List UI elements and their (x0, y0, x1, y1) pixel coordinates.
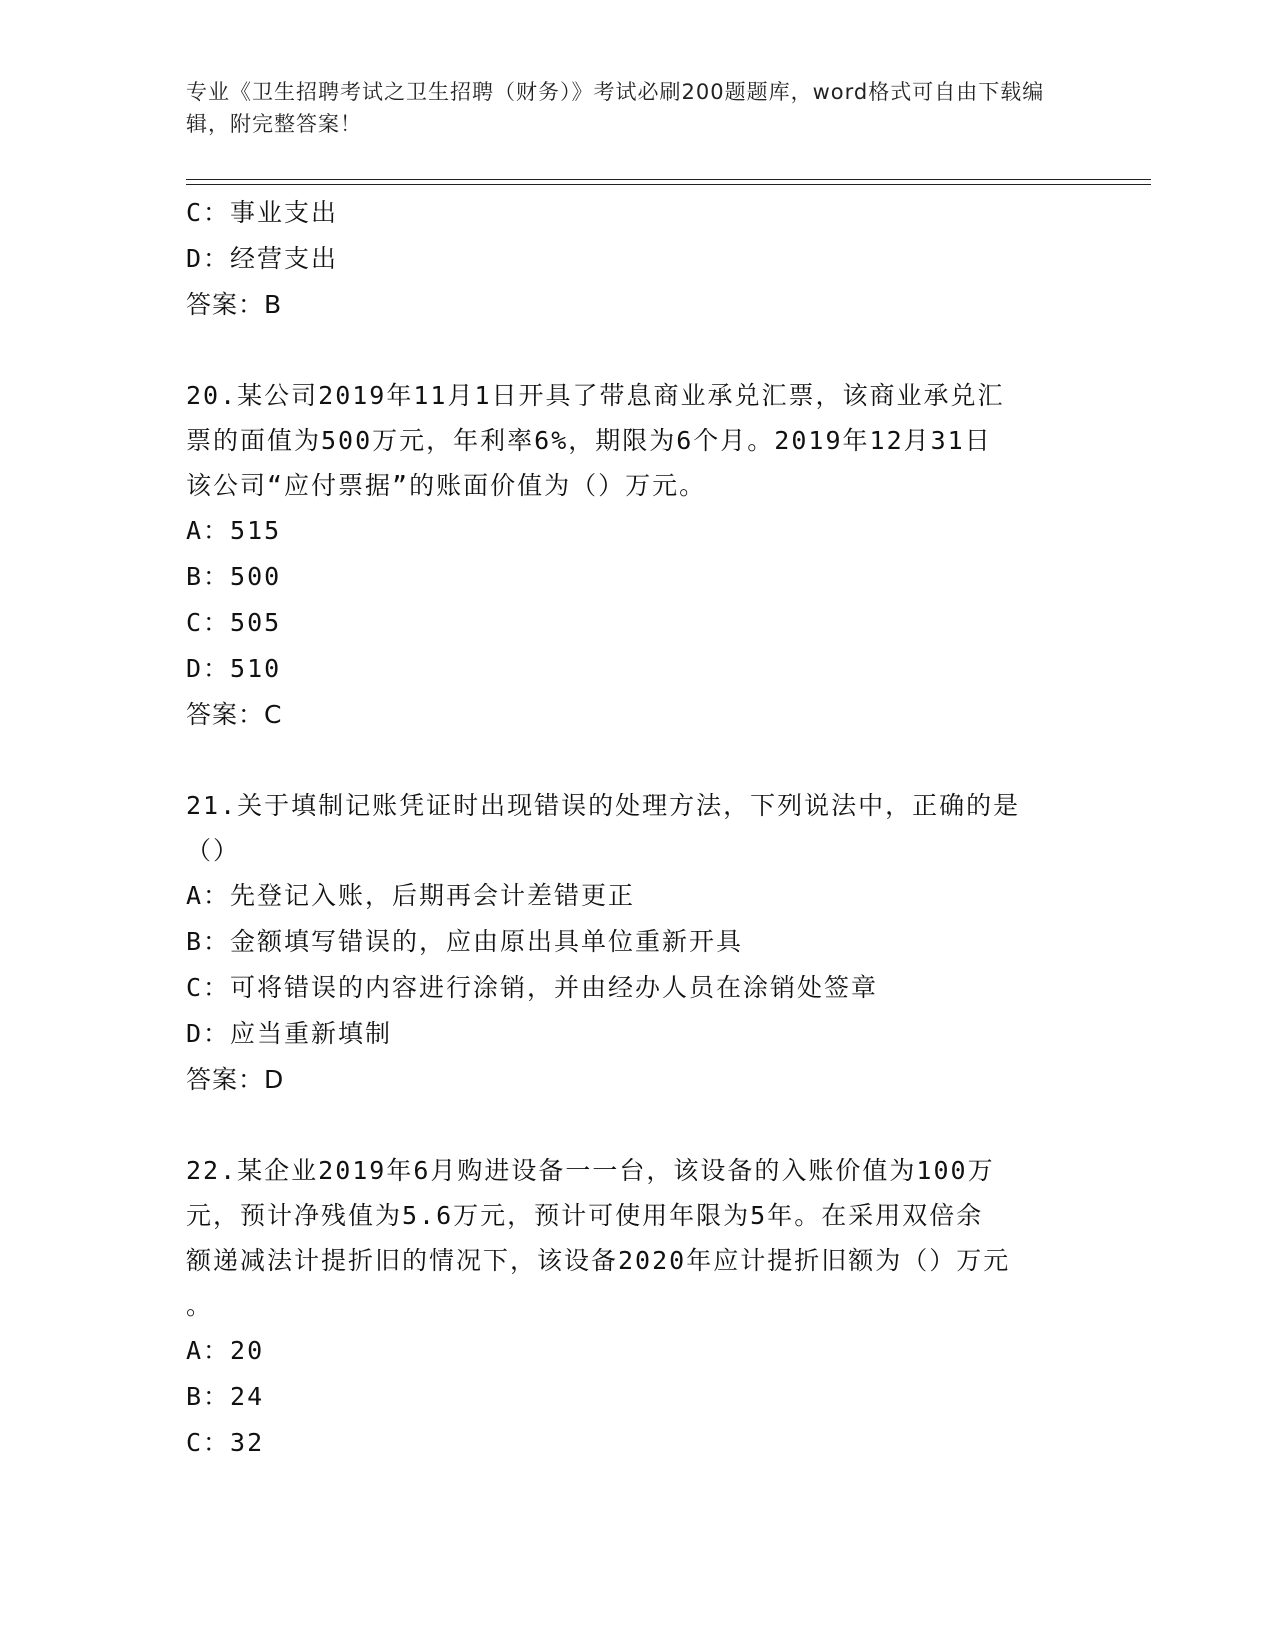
option-b: B：24 (186, 1382, 265, 1411)
document-header: 专业《卫生招聘考试之卫生招聘（财务）》考试必刷200题题库，word格式可自由下载编辑，附完整答案！ (186, 80, 1045, 136)
option-c: C：32 (186, 1428, 265, 1457)
question-21 (186, 783, 1086, 1103)
header-rule-thick (186, 179, 1151, 180)
option-d: D：应当重新填制 (186, 1019, 393, 1048)
question-19-tail (186, 190, 1086, 328)
answer-line: 答案：B (186, 290, 283, 319)
question-content (186, 190, 1086, 1466)
option-c: C：事业支出 (186, 198, 339, 227)
answer-line: 答案：C (186, 700, 283, 729)
header-rule-thin (186, 184, 1151, 185)
option-d: D：经营支出 (186, 244, 339, 273)
question-text: 21.关于填制记账凭证时出现错误的处理方法，下列说法中，正确的是 （） (186, 791, 1021, 865)
question-22 (186, 1148, 1086, 1466)
question-20 (186, 373, 1086, 738)
question-text: 22.某企业2019年6月购进设备一一台，该设备的入账价值为100万 元，预计净残值为5.6万元，预计可使用年限为5年。在采用双倍余 额递减法计提折旧的情况下，该设备2020年应计提折旧额为（）万元 。 (186, 1156, 1011, 1320)
option-a: A：20 (186, 1336, 265, 1365)
option-c: C：505 (186, 608, 282, 637)
option-a: A：515 (186, 516, 282, 545)
option-a: A：先登记入账，后期再会计差错更正 (186, 881, 636, 910)
question-text: 20.某公司2019年11月1日开具了带息商业承兑汇票，该商业承兑汇 票的面值为500万元，年利率6%，期限为6个月。2019年12月31日 该公司“应付票据”的账面价值为（）万元。 (186, 381, 1005, 500)
option-c: C：可将错误的内容进行涂销，并由经办人员在涂销处签章 (186, 973, 879, 1002)
option-b: B：500 (186, 562, 282, 591)
option-b: B：金额填写错误的，应由原出具单位重新开具 (186, 927, 744, 956)
option-d: D：510 (186, 654, 282, 683)
answer-line: 答案：D (186, 1065, 285, 1094)
